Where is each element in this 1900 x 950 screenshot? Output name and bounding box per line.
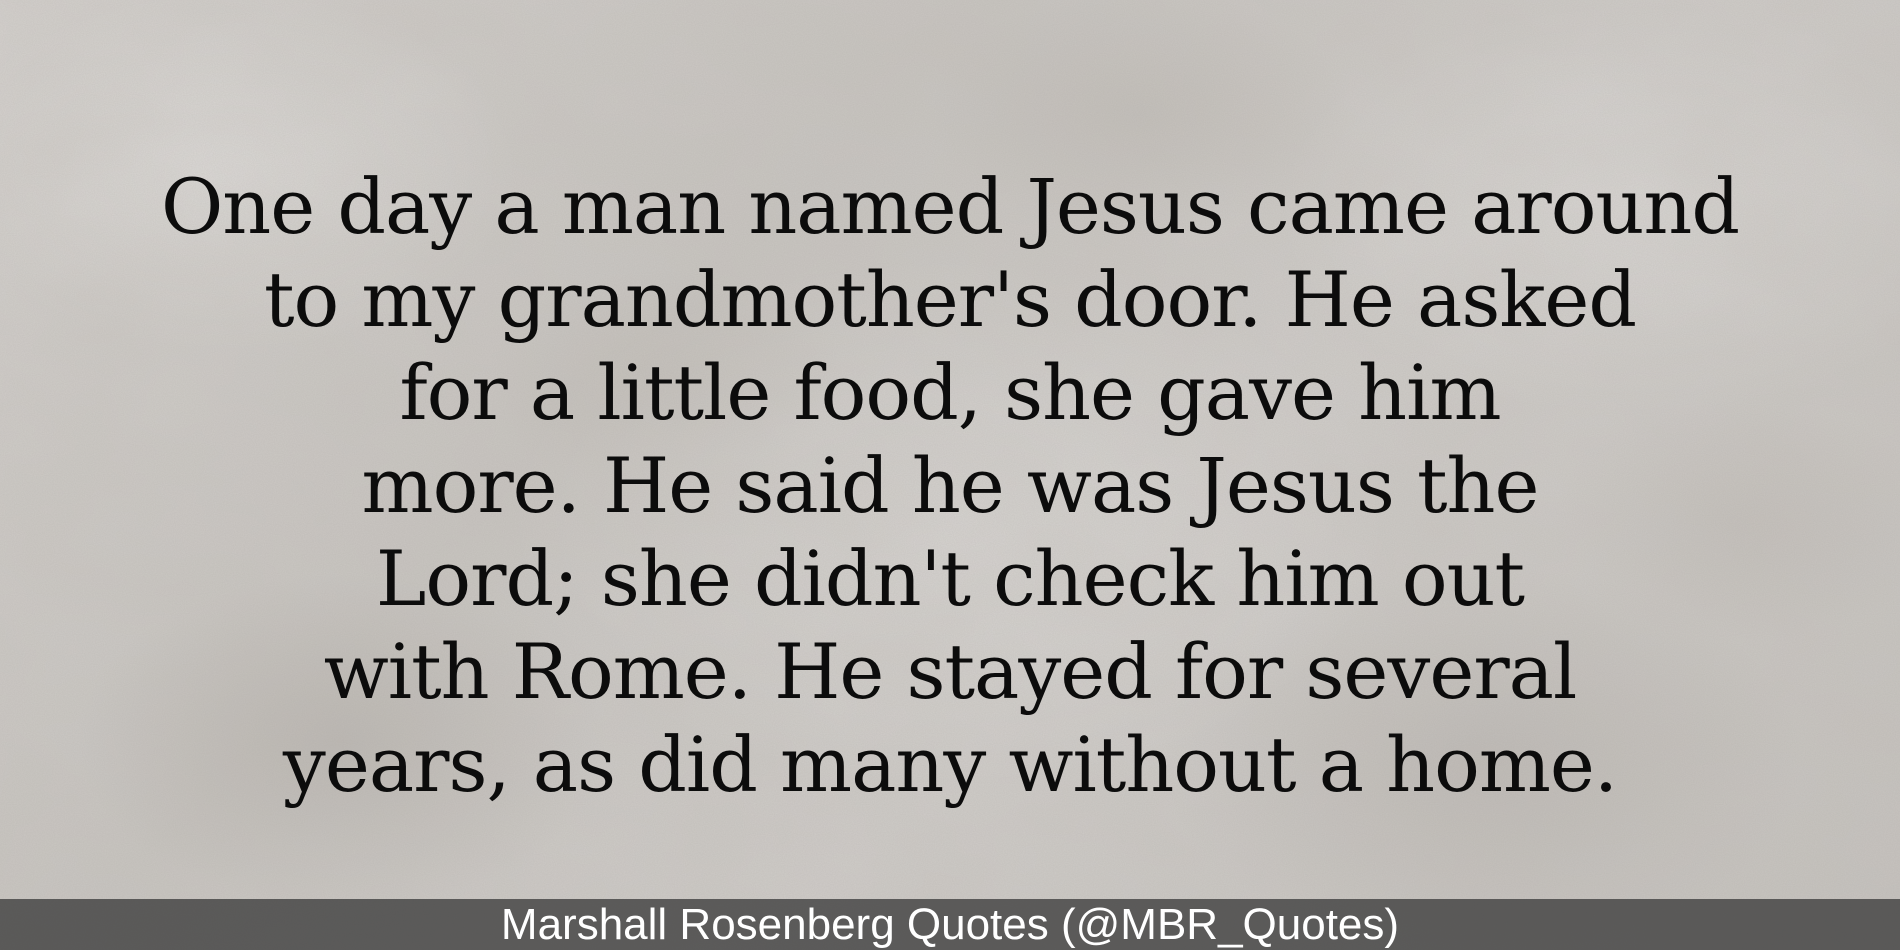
attribution-bar bbox=[0, 899, 1900, 950]
quote-line: for a little food, she gave him bbox=[399, 348, 1501, 437]
quote-text bbox=[150, 160, 1750, 811]
quote-line: to my grandmother's door. He asked bbox=[263, 255, 1637, 344]
quote-line: with Rome. He stayed for several bbox=[323, 627, 1577, 716]
attribution-text: Marshall Rosenberg Quotes (@MBR_Quotes) bbox=[500, 900, 1400, 949]
quote-line: more. He said he was Jesus the bbox=[361, 441, 1539, 530]
quote-line: One day a man named Jesus came around bbox=[160, 162, 1740, 251]
quote-line: years, as did many without a home. bbox=[282, 720, 1618, 809]
quote-line: Lord; she didn't check him out bbox=[375, 534, 1525, 623]
